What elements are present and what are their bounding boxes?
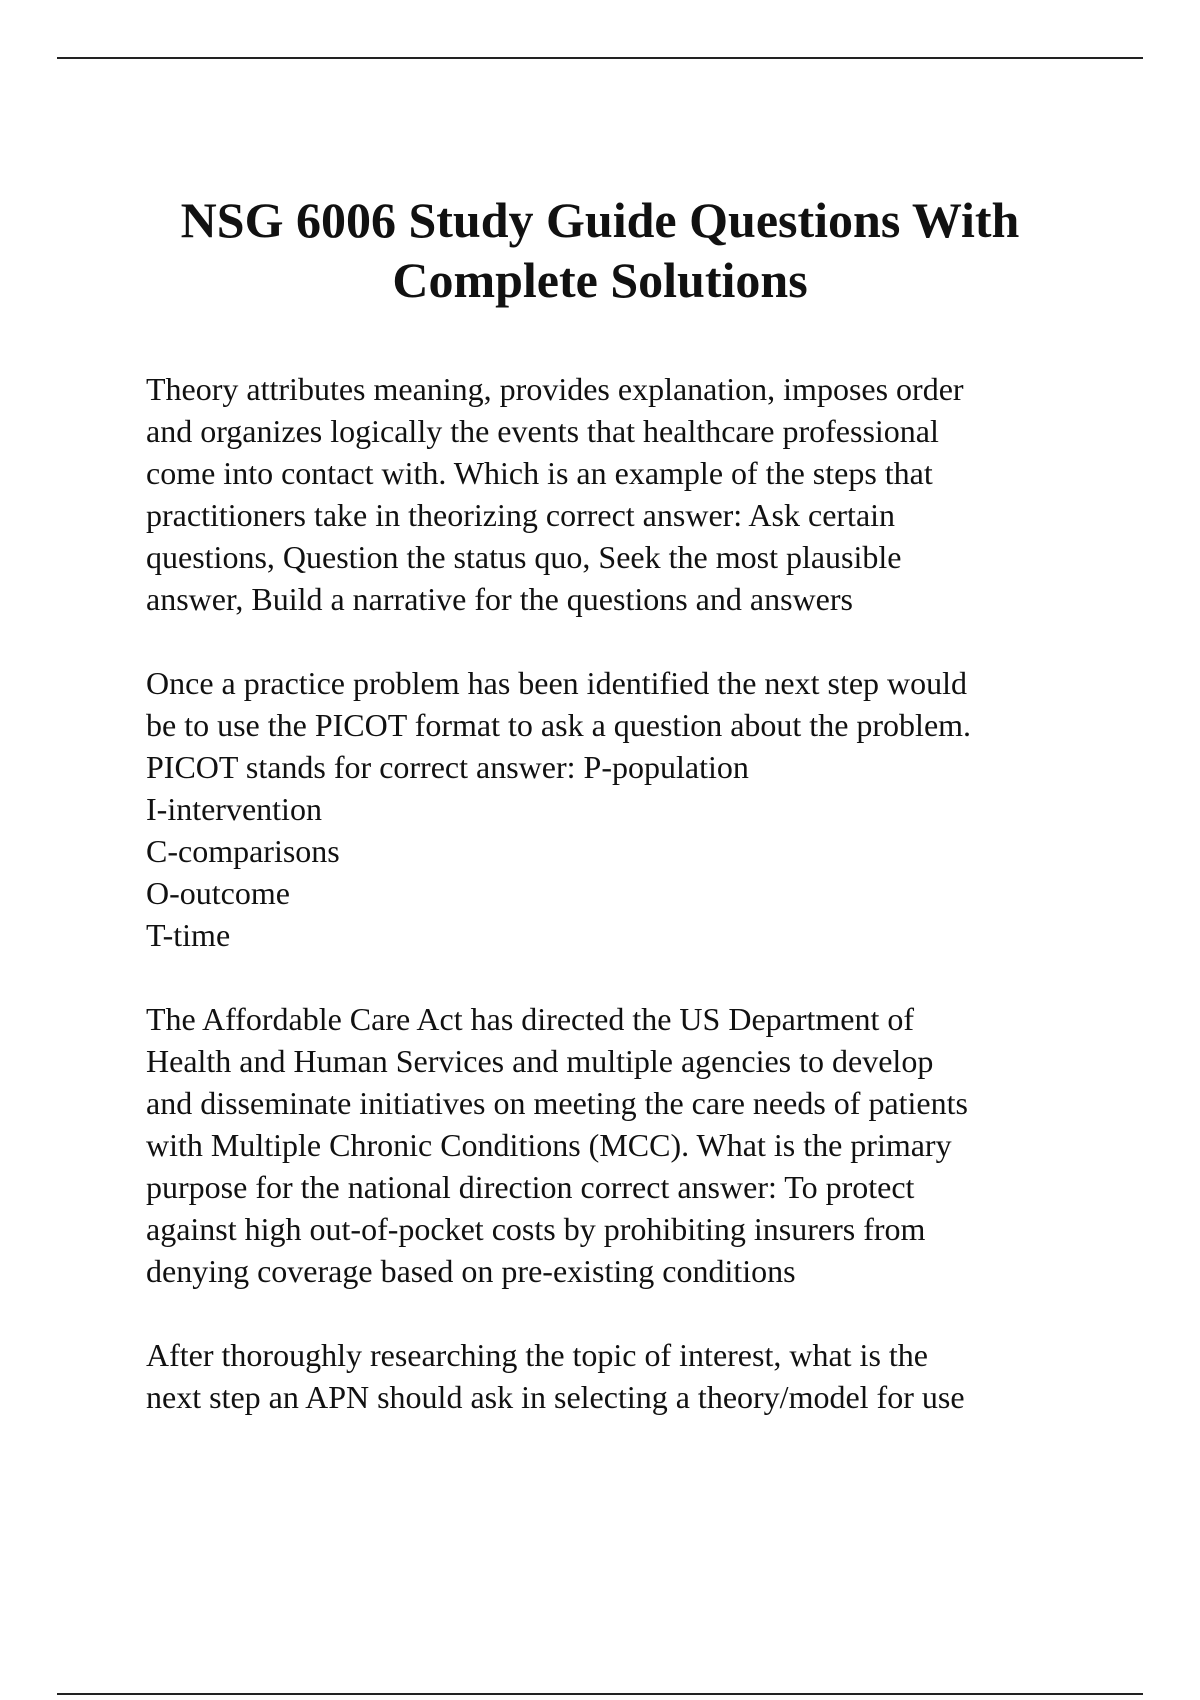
title-line-2: Complete Solutions: [392, 252, 808, 308]
paragraph-affordable-care-act: [146, 998, 1096, 1292]
text-line: next step an APN should ask in selecting a theory/model for use: [146, 1379, 965, 1415]
document-body: [146, 368, 1096, 1460]
title-line-1: NSG 6006 Study Guide Questions With: [180, 192, 1020, 248]
text-line: After thoroughly researching the topic of interest, what is the: [146, 1337, 928, 1373]
text-line: practitioners take in theorizing correct answer: Ask certain: [146, 497, 896, 533]
text-line: and disseminate initiatives on meeting the care needs of patients: [146, 1085, 968, 1121]
text-line: Health and Human Services and multiple agencies to develop: [146, 1043, 934, 1079]
text-line: PICOT stands for correct answer: P-population: [146, 749, 749, 785]
text-line: I-intervention: [146, 791, 322, 827]
paragraph-apn-theory-selection: [146, 1334, 1096, 1418]
text-line: with Multiple Chronic Conditions (MCC). What is the primary: [146, 1127, 952, 1163]
text-line: and organizes logically the events that healthcare professional: [146, 413, 939, 449]
paragraph-picot: [146, 662, 1096, 956]
text-line: against high out-of-pocket costs by prohibiting insurers from: [146, 1211, 926, 1247]
text-line: denying coverage based on pre-existing conditions: [146, 1253, 796, 1289]
paragraph-theory-steps: [146, 368, 1096, 620]
text-line: The Affordable Care Act has directed the US Department of: [146, 1001, 915, 1037]
text-line: Theory attributes meaning, provides explanation, imposes order: [146, 371, 964, 407]
text-line: T-time: [146, 917, 231, 953]
text-line: purpose for the national direction correct answer: To protect: [146, 1169, 915, 1205]
document-title: [100, 190, 1100, 310]
bottom-rule: [57, 1693, 1143, 1695]
text-line: O-outcome: [146, 875, 290, 911]
text-line: be to use the PICOT format to ask a question about the problem.: [146, 707, 972, 743]
text-line: C-comparisons: [146, 833, 340, 869]
text-line: answer, Build a narrative for the questions and answers: [146, 581, 853, 617]
top-rule: [57, 57, 1143, 59]
text-line: Once a practice problem has been identified the next step would: [146, 665, 968, 701]
text-line: questions, Question the status quo, Seek the most plausible: [146, 539, 902, 575]
text-line: come into contact with. Which is an example of the steps that: [146, 455, 933, 491]
